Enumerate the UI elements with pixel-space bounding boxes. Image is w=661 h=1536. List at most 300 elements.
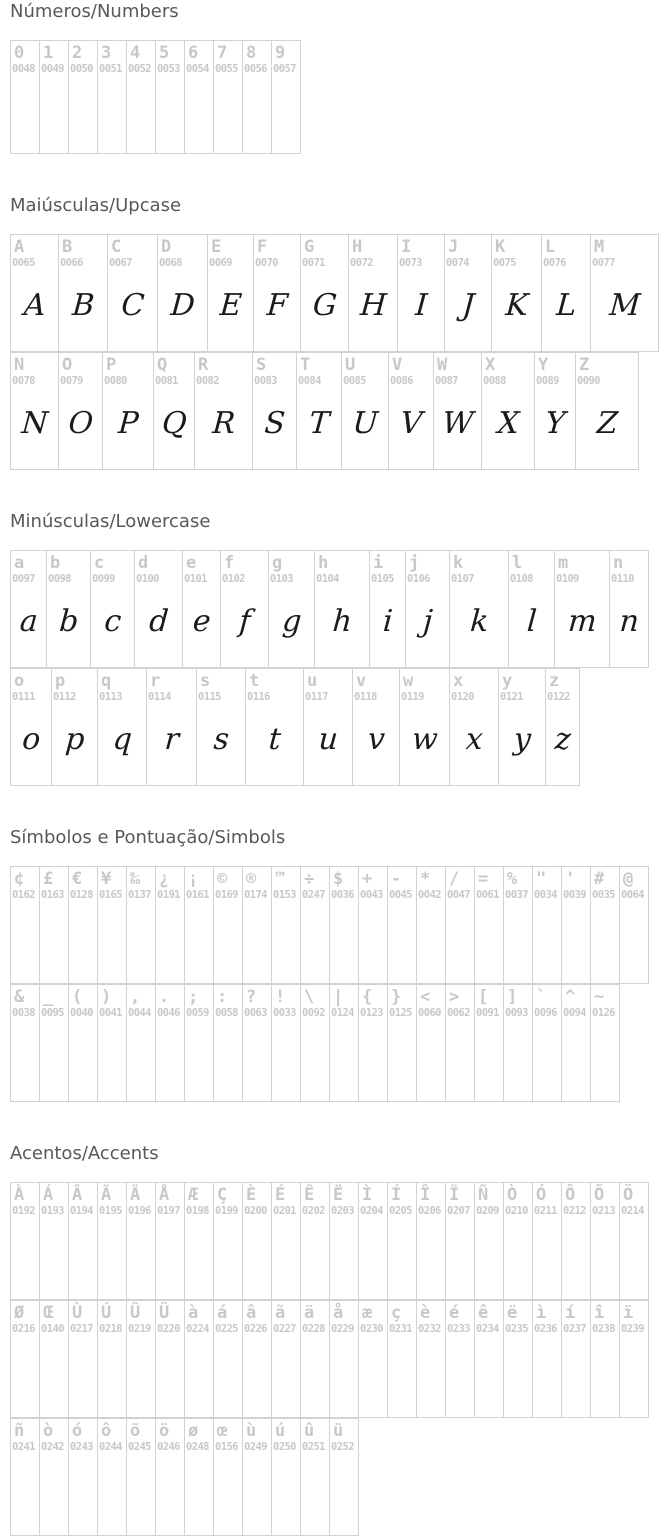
cell-unicode-code: 0140 [41, 1323, 64, 1335]
cell-reference-char: X [485, 355, 496, 375]
cell-unicode-code: 0070 [255, 257, 278, 269]
cell-unicode-code: 0078 [12, 375, 35, 387]
cell-unicode-code: 0209 [476, 1205, 499, 1217]
cell-reference-char: : [217, 987, 228, 1007]
cell-reference-char: Õ [594, 1185, 605, 1205]
cell-unicode-code: 0038 [12, 1007, 35, 1019]
cell-reference-char: 6 [188, 43, 199, 63]
cell-glyph-preview: p [64, 722, 86, 757]
char-cell [97, 866, 127, 984]
cell-reference-char: V [392, 355, 403, 375]
cell-reference-char: Â [72, 1185, 83, 1205]
cell-glyph-preview [97, 1020, 127, 1101]
char-cell [474, 984, 504, 1102]
cell-unicode-code: 0054 [186, 63, 209, 75]
cell-glyph-preview: Z [595, 406, 619, 441]
cell-reference-char: ö [159, 1421, 170, 1441]
cell-reference-char: Ç [217, 1185, 228, 1205]
cell-glyph-preview: Y [544, 406, 567, 441]
cell-reference-char: Á [43, 1185, 54, 1205]
cell-glyph-preview: C [120, 288, 146, 323]
cell-unicode-code: 0197 [157, 1205, 180, 1217]
cell-unicode-code: 0053 [157, 63, 180, 75]
cell-glyph-preview [590, 1336, 620, 1417]
char-cell [416, 1182, 446, 1300]
cell-reference-char: g [272, 553, 283, 573]
cell-glyph-preview [619, 1336, 649, 1417]
cell-glyph-preview [10, 1020, 40, 1101]
cell-reference-char: Û [130, 1303, 141, 1323]
char-cell [213, 1182, 243, 1300]
char-cell [498, 668, 546, 786]
cell-reference-char: 8 [246, 43, 257, 63]
cell-glyph-preview [474, 1336, 504, 1417]
cell-reference-char: 7 [217, 43, 228, 63]
char-cell [68, 1418, 98, 1536]
cell-glyph-preview [126, 1454, 156, 1535]
cell-glyph-preview: S [263, 406, 287, 441]
char-cell [590, 984, 620, 1102]
cell-unicode-code: 0218 [99, 1323, 122, 1335]
cell-unicode-code: 0192 [12, 1205, 35, 1217]
cell-glyph-preview [300, 1020, 330, 1101]
cell-unicode-code: 0249 [244, 1441, 267, 1453]
cell-reference-char: Ø [14, 1303, 25, 1323]
cell-glyph-preview [184, 902, 214, 983]
cell-unicode-code: 0116 [247, 691, 270, 703]
cell-reference-char: æ [362, 1303, 373, 1323]
cell-glyph-preview [387, 1336, 417, 1417]
cell-glyph-preview [97, 1454, 127, 1535]
cell-unicode-code: 0105 [371, 573, 394, 585]
cell-glyph-preview [155, 902, 185, 983]
cell-reference-char: . [159, 987, 170, 1007]
char-cell [534, 352, 576, 470]
char-cell [184, 984, 214, 1102]
cell-reference-char: ) [101, 987, 112, 1007]
cell-glyph-preview [68, 1218, 98, 1299]
cell-unicode-code: 0213 [592, 1205, 615, 1217]
char-cell [126, 1182, 156, 1300]
char-cell [252, 352, 297, 470]
cell-unicode-code: 0242 [41, 1441, 64, 1453]
cell-unicode-code: 0113 [99, 691, 122, 703]
char-cell [416, 984, 446, 1102]
char-row [10, 550, 661, 668]
cell-glyph-preview: E [218, 288, 244, 323]
char-cell [39, 1182, 69, 1300]
char-cell [329, 984, 359, 1102]
cell-glyph-preview [126, 902, 156, 983]
char-cell [10, 352, 59, 470]
char-row [10, 1300, 661, 1418]
cell-unicode-code: 0060 [418, 1007, 441, 1019]
cell-reference-char: v [356, 671, 367, 691]
cell-glyph-preview [39, 1020, 69, 1101]
cell-reference-char: è [420, 1303, 431, 1323]
char-cell [416, 1300, 446, 1418]
cell-glyph-preview [213, 1020, 243, 1101]
cell-glyph-preview [387, 1218, 417, 1299]
cell-glyph-preview [126, 1336, 156, 1417]
cell-reference-char: Ó [536, 1185, 547, 1205]
cell-reference-char: ù [246, 1421, 257, 1441]
cell-reference-char: Æ [188, 1185, 199, 1205]
cell-glyph-preview [68, 902, 98, 983]
cell-unicode-code: 0083 [254, 375, 277, 387]
char-cell [545, 668, 580, 786]
cell-reference-char: ã [275, 1303, 286, 1323]
char-cell [387, 866, 417, 984]
char-cell [369, 550, 406, 668]
cell-reference-char: ( [72, 987, 83, 1007]
char-row [10, 1418, 661, 1536]
cell-reference-char: ú [275, 1421, 286, 1441]
cell-reference-char: ï [623, 1303, 634, 1323]
cell-reference-char: f [224, 553, 235, 573]
section-numbers [10, 2, 661, 154]
cell-glyph-preview: o [21, 722, 42, 757]
char-cell [303, 668, 353, 786]
cell-unicode-code: 0066 [60, 257, 83, 269]
cell-reference-char: t [249, 671, 260, 691]
char-cell [126, 1418, 156, 1536]
cell-glyph-preview: d [148, 604, 170, 639]
char-cell [242, 1300, 272, 1418]
char-cell [300, 234, 349, 352]
cell-glyph-preview [213, 76, 243, 153]
char-cell [58, 234, 108, 352]
cell-glyph-preview: v [366, 722, 387, 757]
cell-glyph-preview [184, 1454, 214, 1535]
char-cell [433, 352, 482, 470]
char-cell [10, 550, 47, 668]
cell-unicode-code: 0212 [563, 1205, 586, 1217]
char-cell [39, 984, 69, 1102]
cell-glyph-preview [590, 1020, 620, 1101]
cell-glyph-preview [590, 902, 620, 983]
char-cell [97, 1182, 127, 1300]
section-lowercase [10, 512, 661, 786]
cell-glyph-preview [242, 76, 272, 153]
char-cell [97, 984, 127, 1102]
cell-unicode-code: 0084 [298, 375, 321, 387]
char-cell [503, 1300, 533, 1418]
cell-glyph-preview [97, 902, 127, 983]
cell-unicode-code: 0079 [60, 375, 83, 387]
char-table-accents [10, 1182, 661, 1536]
char-cell [300, 1300, 330, 1418]
cell-unicode-code: 0057 [273, 63, 296, 75]
char-cell [388, 352, 434, 470]
cell-reference-char: Ù [72, 1303, 83, 1323]
cell-unicode-code: 0049 [41, 63, 64, 75]
char-cell [39, 866, 69, 984]
cell-unicode-code: 0080 [104, 375, 127, 387]
char-cell [590, 1182, 620, 1300]
cell-reference-char: e [186, 553, 197, 573]
char-cell [155, 1418, 185, 1536]
cell-reference-char: > [449, 987, 460, 1007]
char-cell [532, 984, 562, 1102]
cell-unicode-code: 0077 [592, 257, 615, 269]
cell-glyph-preview [68, 76, 98, 153]
cell-reference-char: # [594, 869, 605, 889]
cell-reference-char: 3 [101, 43, 112, 63]
cell-glyph-preview [416, 902, 446, 983]
char-cell [329, 1418, 359, 1536]
cell-reference-char: © [217, 869, 228, 889]
cell-glyph-preview: f [238, 604, 252, 639]
cell-reference-char: Œ [43, 1303, 54, 1323]
cell-glyph-preview: N [20, 406, 50, 441]
char-row [10, 668, 661, 786]
cell-unicode-code: 0226 [244, 1323, 267, 1335]
char-row [10, 1182, 661, 1300]
cell-unicode-code: 0047 [447, 889, 470, 901]
cell-reference-char: Ú [101, 1303, 112, 1323]
cell-unicode-code: 0044 [128, 1007, 151, 1019]
cell-unicode-code: 0096 [534, 1007, 557, 1019]
cell-reference-char: É [275, 1185, 286, 1205]
cell-reference-char: S [256, 355, 267, 375]
cell-unicode-code: 0088 [483, 375, 506, 387]
cell-reference-char: ¢ [14, 869, 25, 889]
cell-unicode-code: 0220 [157, 1323, 180, 1335]
cell-reference-char: Ö [623, 1185, 634, 1205]
cell-glyph-preview [300, 1454, 330, 1535]
cell-glyph-preview [68, 1336, 98, 1417]
cell-reference-char: @ [623, 869, 634, 889]
char-cell [184, 866, 214, 984]
char-table-uppercase [10, 234, 661, 470]
cell-reference-char: C [111, 237, 122, 257]
char-cell [358, 866, 388, 984]
cell-reference-char: ô [101, 1421, 112, 1441]
char-cell [51, 668, 98, 786]
cell-reference-char: % [507, 869, 518, 889]
cell-unicode-code: 0100 [136, 573, 159, 585]
cell-glyph-preview: l [525, 604, 538, 639]
cell-unicode-code: 0115 [198, 691, 221, 703]
char-cell [68, 40, 98, 154]
cell-reference-char: ñ [14, 1421, 25, 1441]
cell-glyph-preview [184, 76, 214, 153]
char-table-numbers [10, 40, 661, 154]
char-cell [68, 1300, 98, 1418]
cell-unicode-code: 0102 [222, 573, 245, 585]
cell-glyph-preview: T [308, 406, 331, 441]
char-cell [341, 352, 389, 470]
char-cell [541, 234, 591, 352]
cell-reference-char: [ [478, 987, 489, 1007]
cell-unicode-code: 0106 [407, 573, 430, 585]
cell-reference-char: K [495, 237, 506, 257]
cell-reference-char: j [409, 553, 420, 573]
cell-reference-char: M [594, 237, 605, 257]
cell-unicode-code: 0248 [186, 1441, 209, 1453]
char-cell [503, 866, 533, 984]
cell-reference-char: é [449, 1303, 460, 1323]
cell-glyph-preview [39, 1218, 69, 1299]
char-cell [155, 866, 185, 984]
cell-reference-char: ò [43, 1421, 54, 1441]
cell-reference-char: ? [246, 987, 257, 1007]
cell-glyph-preview [126, 76, 156, 153]
section-symbols [10, 828, 661, 1102]
cell-glyph-preview: g [281, 604, 303, 639]
cell-reference-char: I [401, 237, 412, 257]
cell-glyph-preview [242, 1454, 272, 1535]
cell-glyph-preview [445, 1020, 475, 1101]
cell-unicode-code: 0086 [390, 375, 413, 387]
section-uppercase [10, 196, 661, 470]
cell-unicode-code: 0034 [534, 889, 557, 901]
cell-glyph-preview: U [351, 406, 380, 441]
cell-reference-char: | [333, 987, 344, 1007]
char-cell [590, 234, 659, 352]
cell-glyph-preview [39, 1336, 69, 1417]
cell-reference-char: Y [538, 355, 549, 375]
cell-glyph-preview [242, 1218, 272, 1299]
cell-reference-char: Ã [101, 1185, 112, 1205]
cell-unicode-code: 0076 [543, 257, 566, 269]
char-cell [242, 984, 272, 1102]
cell-unicode-code: 0205 [389, 1205, 412, 1217]
cell-reference-char: d [138, 553, 149, 573]
char-cell [300, 1182, 330, 1300]
cell-unicode-code: 0232 [418, 1323, 441, 1335]
cell-reference-char: F [257, 237, 268, 257]
cell-unicode-code: 0090 [577, 375, 600, 387]
cell-glyph-preview [155, 76, 185, 153]
cell-reference-char: Î [420, 1185, 431, 1205]
cell-reference-char: \ [304, 987, 315, 1007]
char-cell [619, 1182, 649, 1300]
cell-reference-char: c [94, 553, 105, 573]
cell-reference-char: à [188, 1303, 199, 1323]
cell-glyph-preview [213, 1454, 243, 1535]
char-cell [126, 40, 156, 154]
cell-glyph-preview: e [191, 604, 212, 639]
cell-unicode-code: 0065 [12, 257, 35, 269]
cell-reference-char: Ñ [478, 1185, 489, 1205]
cell-reference-char: Ô [565, 1185, 576, 1205]
cell-glyph-preview [503, 1336, 533, 1417]
char-cell [39, 1300, 69, 1418]
cell-reference-char: p [55, 671, 66, 691]
cell-unicode-code: 0050 [70, 63, 93, 75]
char-cell [184, 40, 214, 154]
cell-glyph-preview [358, 1336, 388, 1417]
cell-reference-char: y [502, 671, 513, 691]
cell-glyph-preview: P [117, 406, 140, 441]
char-cell [68, 866, 98, 984]
cell-unicode-code: 0174 [244, 889, 267, 901]
char-cell [271, 1418, 301, 1536]
cell-unicode-code: 0097 [12, 573, 35, 585]
cell-reference-char: ä [304, 1303, 315, 1323]
char-cell [532, 1182, 562, 1300]
cell-glyph-preview [503, 902, 533, 983]
char-cell [387, 984, 417, 1102]
cell-reference-char: l [512, 553, 523, 573]
char-cell [358, 984, 388, 1102]
cell-glyph-preview [10, 76, 40, 153]
char-cell [399, 668, 450, 786]
char-cell [10, 40, 40, 154]
char-cell [445, 866, 475, 984]
cell-reference-char: = [478, 869, 489, 889]
char-cell [358, 1182, 388, 1300]
cell-reference-char: ' [565, 869, 576, 889]
cell-unicode-code: 0161 [186, 889, 209, 901]
cell-reference-char: 2 [72, 43, 83, 63]
char-cell [39, 1418, 69, 1536]
cell-unicode-code: 0193 [41, 1205, 64, 1217]
cell-glyph-preview [271, 1218, 301, 1299]
char-cell [329, 1300, 359, 1418]
cell-unicode-code: 0196 [128, 1205, 151, 1217]
cell-reference-char: ÷ [304, 869, 315, 889]
cell-reference-char: À [14, 1185, 25, 1205]
cell-reference-char: / [449, 869, 460, 889]
cell-unicode-code: 0207 [447, 1205, 470, 1217]
cell-reference-char: Q [157, 355, 168, 375]
cell-reference-char: * [420, 869, 431, 889]
cell-unicode-code: 0095 [41, 1007, 64, 1019]
cell-glyph-preview [532, 1020, 562, 1101]
cell-unicode-code: 0227 [273, 1323, 296, 1335]
char-cell [271, 1300, 301, 1418]
cell-reference-char: n [613, 553, 624, 573]
cell-unicode-code: 0153 [273, 889, 296, 901]
cell-reference-char: < [420, 987, 431, 1007]
cell-unicode-code: 0225 [215, 1323, 238, 1335]
cell-reference-char: 4 [130, 43, 141, 63]
cell-unicode-code: 0109 [556, 573, 579, 585]
cell-glyph-preview [39, 1454, 69, 1535]
section-accents [10, 1144, 661, 1536]
cell-glyph-preview [387, 1020, 417, 1101]
char-cell [153, 352, 195, 470]
char-cell [445, 1300, 475, 1418]
char-cell [271, 1182, 301, 1300]
cell-unicode-code: 0111 [12, 691, 35, 703]
cell-reference-char: € [72, 869, 83, 889]
cell-unicode-code: 0238 [592, 1323, 615, 1335]
cell-unicode-code: 0200 [244, 1205, 267, 1217]
char-cell [561, 1300, 591, 1418]
cell-reference-char: i [373, 553, 384, 573]
cell-unicode-code: 0072 [350, 257, 373, 269]
section-title-uppercase: Maiúsculas/Upcase [10, 195, 182, 216]
char-table-symbols [10, 866, 661, 1102]
cell-unicode-code: 0058 [215, 1007, 238, 1019]
char-cell [397, 234, 445, 352]
cell-glyph-preview [213, 902, 243, 983]
char-cell [10, 1300, 40, 1418]
cell-unicode-code: 0108 [510, 573, 533, 585]
char-cell [10, 234, 59, 352]
cell-unicode-code: 0219 [128, 1323, 151, 1335]
cell-reference-char: E [211, 237, 222, 257]
char-cell [102, 352, 154, 470]
cell-glyph-preview: B [71, 288, 96, 323]
cell-unicode-code: 0059 [186, 1007, 209, 1019]
cell-reference-char: O [62, 355, 73, 375]
char-cell [503, 1182, 533, 1300]
